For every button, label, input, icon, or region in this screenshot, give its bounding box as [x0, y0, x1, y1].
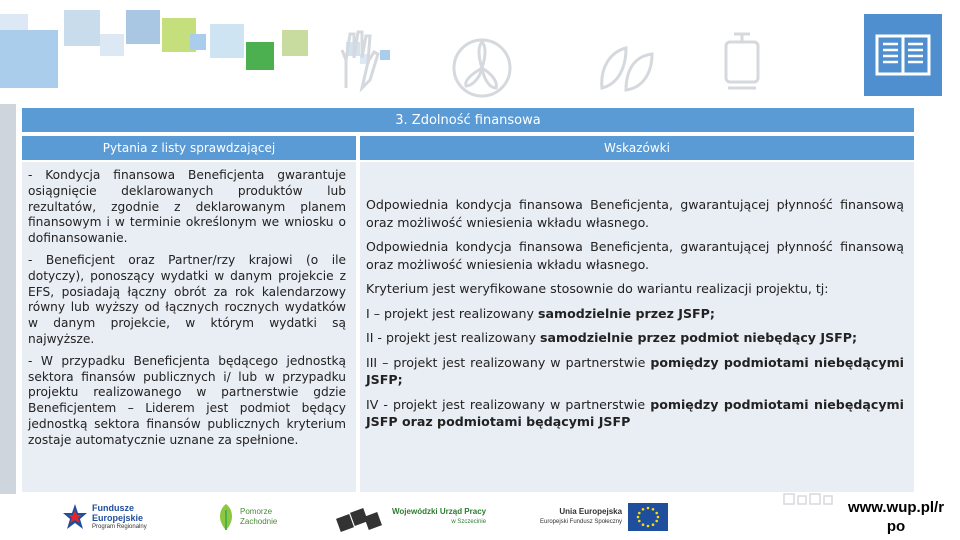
ue-line1: Unia Europejska	[559, 507, 623, 516]
checklist-questions	[28, 168, 346, 455]
variant-text: IV - projekt jest realizowany w partnerstwie	[366, 396, 651, 412]
logo-unia-europejska	[540, 500, 668, 534]
variant-bold: pomiędzy podmiotami niebędącymi JSFP;	[366, 354, 905, 387]
wup-mark-icon	[336, 502, 388, 532]
hint-paragraph: Odpowiednia kondycja finansowa Beneficjenta, gwarantującej płynność finansową oraz możliwość wniesienia wkładu własnego.	[366, 239, 904, 272]
column-header-hints: Wskazówki	[360, 136, 914, 160]
variant-2	[366, 329, 904, 347]
wup-line1: Wojewódzki Urząd Pracy	[392, 507, 487, 516]
website-url[interactable]	[834, 496, 958, 538]
variant-4	[366, 396, 904, 431]
pomorze-mark-icon	[216, 502, 236, 532]
book-icon	[874, 32, 932, 78]
hint-paragraph: Kryterium jest weryfikowane stosownie do wariantu realizacji projektu, tj:	[366, 281, 829, 296]
left-accent-bar	[0, 104, 16, 494]
variant-bold: pomiędzy podmiotami niebędącymi JSFP oraz podmiotami będącymi JSFP	[366, 396, 904, 429]
book-icon-box	[864, 14, 942, 96]
hand-icon	[336, 28, 380, 92]
url-line2: po	[886, 518, 906, 535]
logo-fundusze-europejskie	[62, 500, 147, 534]
hint-paragraph: Odpowiednia kondycja finansowa Beneficjenta, gwarantującej płynność finansową oraz możliwość wniesienia wkładu własnego.	[366, 197, 904, 230]
logo-wup	[336, 500, 486, 534]
fe-star-icon	[62, 502, 88, 532]
faint-decoration	[782, 492, 834, 508]
variant-bold: samodzielnie przez podmiot niebędący JSFP;	[539, 330, 858, 345]
variant-text: III – projekt jest realizowany w partnerstwie	[366, 354, 651, 370]
propeller-icon	[450, 36, 514, 100]
section-title: 3. Zdolność finansowa	[22, 108, 914, 132]
variant-1	[366, 305, 904, 323]
variant-3	[366, 354, 904, 389]
column-header-questions: Pytania z listy sprawdzającej	[22, 136, 356, 160]
question-paragraph: - Beneficjent oraz Partner/rzy krajowi (o ile dotyczy), ponoszący wydatki w danym projekcie z EFS, posiadają łączny obrót za rok kalendarzowy równy lub wyższy od łącznych rocznych wydatków w danym projekcie, w którym wydatki są najwyższe.	[28, 252, 346, 346]
pomorze-line2: Zachodnie	[240, 517, 278, 526]
question-paragraph: - W przypadku Beneficjenta będącego jednostką sektora finansów publicznych i/ lub w przypadku projektu realizowanego w partnerstwie gdzie Beneficjentem – Liderem jest podmiot będący jednostką sektora finansów publicznych kryterium zostaje automatycznie uznane za spełnione.	[28, 353, 346, 447]
fe-line1: Fundusze	[92, 503, 134, 513]
fe-line3: Program Regionalny	[92, 524, 147, 530]
question-paragraph: - Kondycja finansowa Beneficjenta gwarantuje osiągnięcie deklarowanych produktów lub rezultatów, zgodnie z deklarowanym planem finansowym i w terminie określonym we wniosku o dofinansowanie.	[28, 168, 346, 246]
tram-icon	[718, 32, 766, 92]
hints	[366, 196, 904, 438]
variant-bold: samodzielnie przez JSFP;	[537, 305, 715, 321]
fe-line2: Europejskie	[92, 513, 144, 523]
ue-line2: Europejski Fundusz Społeczny	[540, 519, 623, 525]
eu-flag-icon	[628, 503, 668, 531]
variant-text: I – projekt jest realizowany	[366, 305, 538, 321]
wup-line2: w Szczecinie	[451, 519, 487, 525]
pomorze-line1: Pomorze	[240, 507, 273, 516]
url-line1: www.wup.pl/r	[847, 499, 945, 516]
leaves-icon	[596, 38, 656, 94]
variant-text: II - projekt jest realizowany	[366, 330, 540, 345]
logo-pomorze-zachodnie	[216, 500, 277, 534]
